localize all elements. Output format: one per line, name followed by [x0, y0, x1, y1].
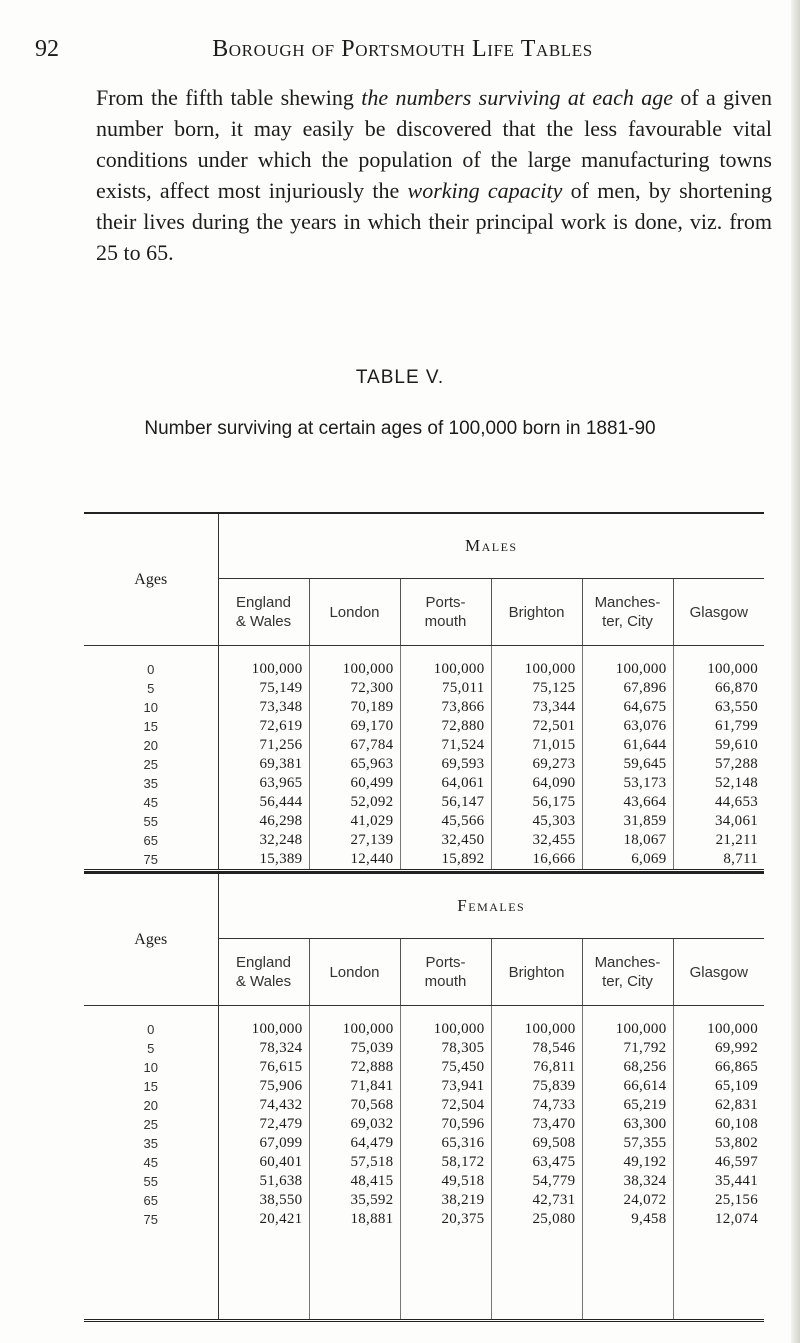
- value-cell: 56,175: [491, 793, 582, 812]
- column-header-line1: Brighton: [508, 603, 565, 621]
- value-cell: 70,596: [400, 1115, 491, 1134]
- value-cell: 67,099: [218, 1134, 309, 1153]
- value-cell: 65,219: [582, 1096, 673, 1115]
- value-cell: 45,566: [400, 812, 491, 831]
- value-cell: 60,499: [309, 774, 400, 793]
- value-cell: 15,389: [218, 850, 309, 869]
- value-cell: 51,638: [218, 1172, 309, 1191]
- value-cell: 46,597: [714, 1154, 759, 1170]
- value-cell: 35,441: [714, 1173, 759, 1189]
- value-cell: 61,644: [582, 736, 673, 755]
- value-cell: 73,866: [400, 698, 491, 717]
- value-cell: 100,000: [707, 1021, 759, 1037]
- value-cell: 72,880: [400, 717, 491, 736]
- table-title: TABLE V.: [355, 367, 445, 388]
- value-cell: 100,000: [707, 661, 759, 677]
- paragraph-emphasis-1: the numbers surviving at each age: [361, 85, 673, 110]
- value-cell: 66,865: [714, 1059, 759, 1075]
- paragraph-text-2: of a given number born, it may easily be discovered that the less favourable vital conditions under which the population of the large manufacturing towns exists, affect most injuriously the: [96, 85, 773, 203]
- value-cell: 56,444: [218, 793, 309, 812]
- males-column-header: [400, 579, 491, 646]
- value-cell: 64,479: [309, 1134, 400, 1153]
- value-cell: 75,125: [491, 679, 582, 698]
- age-cell: 15: [84, 717, 218, 736]
- females-table-row: [84, 1058, 764, 1077]
- table-subtitle: Number surviving at certain ages of 100,000 born in 1881-90: [144, 418, 656, 439]
- age-cell: 5: [84, 1039, 218, 1058]
- value-cell: 35,592: [309, 1191, 400, 1210]
- value-cell: 64,090: [491, 774, 582, 793]
- value-cell: 49,518: [400, 1172, 491, 1191]
- column-header-line1: Ports-: [425, 954, 466, 971]
- value-cell: 70,189: [309, 698, 400, 717]
- value-cell: 71,256: [218, 736, 309, 755]
- value-cell: 64,675: [582, 698, 673, 717]
- value-cell: 63,475: [491, 1153, 582, 1172]
- paragraph-emphasis-2: working capacity: [407, 178, 563, 203]
- age-cell: 20: [84, 1096, 218, 1115]
- males-table-row: [84, 679, 764, 698]
- value-cell: 76,615: [218, 1058, 309, 1077]
- column-header-line2: ter, City: [602, 613, 653, 630]
- value-cell: 52,148: [715, 775, 759, 791]
- value-cell: 18,881: [309, 1210, 400, 1229]
- age-cell: 10: [84, 698, 218, 717]
- value-cell: 34,061: [715, 813, 759, 829]
- value-cell: 71,015: [491, 736, 582, 755]
- value-cell: 68,256: [582, 1058, 673, 1077]
- value-cell: 75,011: [400, 679, 491, 698]
- females-column-header: [673, 939, 764, 1006]
- females-table-row: [84, 1077, 764, 1096]
- males-table-row: [84, 736, 764, 755]
- males-table-row: [84, 793, 764, 812]
- age-cell: 45: [84, 793, 218, 812]
- value-cell: 75,450: [400, 1058, 491, 1077]
- males-table-filler: [84, 869, 764, 871]
- age-cell: 55: [84, 1172, 218, 1191]
- value-cell: 67,896: [582, 679, 673, 698]
- value-cell: 32,450: [400, 831, 491, 850]
- value-cell: 16,666: [491, 850, 582, 869]
- value-cell: 69,593: [400, 755, 491, 774]
- value-cell: 73,470: [491, 1115, 582, 1134]
- value-cell: 25,080: [491, 1210, 582, 1229]
- value-cell: 66,614: [582, 1077, 673, 1096]
- value-cell: 57,518: [309, 1153, 400, 1172]
- value-cell: 12,440: [309, 850, 400, 869]
- value-cell: 49,192: [582, 1153, 673, 1172]
- value-cell: 100,000: [491, 1006, 582, 1040]
- age-cell: 35: [84, 774, 218, 793]
- females-table-row: [84, 1134, 764, 1153]
- value-cell: 63,550: [715, 699, 759, 715]
- value-cell: 69,992: [714, 1040, 759, 1056]
- females-table-row: [84, 1039, 764, 1058]
- value-cell: 74,432: [218, 1096, 309, 1115]
- value-cell: 100,000: [218, 646, 309, 680]
- value-cell: 44,653: [715, 794, 759, 810]
- column-header-line1: Manches-: [594, 954, 661, 971]
- value-cell: 75,149: [218, 679, 309, 698]
- males-table-row: [84, 646, 764, 680]
- column-header-line2: & Wales: [235, 973, 292, 990]
- age-cell: 75: [84, 850, 218, 869]
- value-cell: 21,211: [715, 832, 759, 848]
- females-column-header: [309, 939, 400, 1006]
- value-cell: 53,802: [714, 1135, 759, 1151]
- value-cell: 78,324: [218, 1039, 309, 1058]
- value-cell: 72,504: [400, 1096, 491, 1115]
- value-cell: 70,568: [309, 1096, 400, 1115]
- males-table-row: [84, 812, 764, 831]
- value-cell: 72,479: [218, 1115, 309, 1134]
- value-cell: 65,109: [714, 1078, 759, 1094]
- value-cell: 15,892: [400, 850, 491, 869]
- value-cell: 31,859: [582, 812, 673, 831]
- value-cell: 71,524: [400, 736, 491, 755]
- value-cell: 42,731: [491, 1191, 582, 1210]
- value-cell: 57,355: [582, 1134, 673, 1153]
- value-cell: 72,501: [491, 717, 582, 736]
- value-cell: 64,061: [400, 774, 491, 793]
- page-number: 92: [35, 36, 59, 62]
- column-header-line2: ter, City: [602, 973, 653, 990]
- value-cell: 25,156: [714, 1192, 759, 1208]
- value-cell: 72,619: [218, 717, 309, 736]
- age-cell: 0: [84, 646, 218, 680]
- females-column-header: [218, 939, 309, 1006]
- value-cell: 8,711: [723, 851, 759, 867]
- age-cell: 65: [84, 831, 218, 850]
- value-cell: 59,645: [582, 755, 673, 774]
- body-paragraph: [96, 82, 772, 268]
- page-header: [35, 36, 770, 70]
- paragraph-text-3: of men, by shortening their lives during the years in which their principal work is done, viz. from 25 to 65.: [96, 178, 772, 265]
- value-cell: 63,300: [582, 1115, 673, 1134]
- value-cell: 63,076: [582, 717, 673, 736]
- value-cell: 75,906: [218, 1077, 309, 1096]
- column-header-line1: London: [329, 963, 380, 981]
- column-header-line1: England: [235, 594, 292, 611]
- value-cell: 78,546: [491, 1039, 582, 1058]
- value-cell: 38,219: [400, 1191, 491, 1210]
- value-cell: 6,069: [582, 850, 673, 869]
- females-table-row: [84, 1210, 764, 1229]
- value-cell: 73,941: [400, 1077, 491, 1096]
- value-cell: 100,000: [218, 1006, 309, 1040]
- value-cell: 20,375: [400, 1210, 491, 1229]
- column-header-line1: Ports-: [425, 594, 466, 611]
- females-table: [84, 872, 764, 1322]
- males-column-header: [218, 579, 309, 646]
- value-cell: 69,381: [218, 755, 309, 774]
- age-cell: 25: [84, 755, 218, 774]
- females-column-header: [582, 939, 673, 1006]
- value-cell: 9,458: [582, 1210, 673, 1229]
- scan-edge: [791, 0, 800, 1343]
- males-table-row: [84, 850, 764, 869]
- value-cell: 69,508: [491, 1134, 582, 1153]
- value-cell: 100,000: [309, 1006, 400, 1040]
- column-header-line1: London: [329, 603, 380, 621]
- column-header-line1: England: [235, 954, 292, 971]
- value-cell: 69,273: [491, 755, 582, 774]
- column-header-line2: mouth: [424, 613, 467, 630]
- value-cell: 73,348: [218, 698, 309, 717]
- value-cell: 45,303: [491, 812, 582, 831]
- age-cell: 15: [84, 1077, 218, 1096]
- value-cell: 65,963: [309, 755, 400, 774]
- value-cell: 100,000: [309, 646, 400, 680]
- value-cell: 12,074: [714, 1211, 759, 1227]
- value-cell: 57,288: [715, 756, 759, 772]
- females-ages-header: Ages: [84, 873, 218, 1006]
- value-cell: 41,029: [309, 812, 400, 831]
- males-table-row: [84, 698, 764, 717]
- value-cell: 24,072: [582, 1191, 673, 1210]
- females-table-row: [84, 1153, 764, 1172]
- paragraph-text-1: From the fifth table shewing: [96, 85, 362, 110]
- value-cell: 73,344: [491, 698, 582, 717]
- value-cell: 66,870: [715, 680, 759, 696]
- value-cell: 72,300: [309, 679, 400, 698]
- value-cell: 100,000: [491, 646, 582, 680]
- value-cell: 52,092: [309, 793, 400, 812]
- column-header-line1: Glasgow: [689, 963, 748, 981]
- value-cell: 32,455: [491, 831, 582, 850]
- value-cell: 53,173: [582, 774, 673, 793]
- age-cell: 75: [84, 1210, 218, 1229]
- age-cell: 0: [84, 1006, 218, 1040]
- females-column-header: [491, 939, 582, 1006]
- age-cell: 65: [84, 1191, 218, 1210]
- value-cell: 27,139: [309, 831, 400, 850]
- value-cell: 43,664: [582, 793, 673, 812]
- value-cell: 100,000: [400, 1006, 491, 1040]
- value-cell: 67,784: [309, 736, 400, 755]
- value-cell: 100,000: [400, 646, 491, 680]
- females-table-row: [84, 1115, 764, 1134]
- value-cell: 71,792: [582, 1039, 673, 1058]
- females-group-header: Females: [218, 873, 764, 939]
- value-cell: 100,000: [582, 646, 673, 680]
- males-column-header: [582, 579, 673, 646]
- males-table-row: [84, 774, 764, 793]
- value-cell: 18,067: [582, 831, 673, 850]
- column-header-line1: Brighton: [508, 963, 565, 981]
- column-header-line1: Manches-: [594, 594, 661, 611]
- value-cell: 58,172: [400, 1153, 491, 1172]
- value-cell: 48,415: [309, 1172, 400, 1191]
- value-cell: 38,324: [582, 1172, 673, 1191]
- running-title: Borough of Portsmouth Life Tables: [212, 36, 593, 62]
- males-table: [84, 512, 764, 872]
- age-cell: 35: [84, 1134, 218, 1153]
- value-cell: 61,799: [715, 718, 759, 734]
- value-cell: 20,421: [218, 1210, 309, 1229]
- value-cell: 62,831: [714, 1097, 759, 1113]
- females-table-row: [84, 1096, 764, 1115]
- value-cell: 76,811: [491, 1058, 582, 1077]
- males-column-header: [673, 579, 764, 646]
- females-table-row: [84, 1006, 764, 1040]
- value-cell: 78,305: [400, 1039, 491, 1058]
- value-cell: 60,108: [714, 1116, 759, 1132]
- females-table-filler: [84, 1229, 764, 1321]
- females-table-row: [84, 1191, 764, 1210]
- value-cell: 32,248: [218, 831, 309, 850]
- value-cell: 72,888: [309, 1058, 400, 1077]
- value-cell: 69,032: [309, 1115, 400, 1134]
- value-cell: 60,401: [218, 1153, 309, 1172]
- age-cell: 10: [84, 1058, 218, 1077]
- value-cell: 74,733: [491, 1096, 582, 1115]
- age-cell: 20: [84, 736, 218, 755]
- value-cell: 54,779: [491, 1172, 582, 1191]
- age-cell: 55: [84, 812, 218, 831]
- females-column-header: [400, 939, 491, 1006]
- value-cell: 63,965: [218, 774, 309, 793]
- males-column-header: [309, 579, 400, 646]
- value-cell: 46,298: [218, 812, 309, 831]
- value-cell: 71,841: [309, 1077, 400, 1096]
- column-header-line2: & Wales: [235, 613, 292, 630]
- column-header-line1: Glasgow: [689, 603, 748, 621]
- males-table-row: [84, 831, 764, 850]
- value-cell: 69,170: [309, 717, 400, 736]
- value-cell: 65,316: [400, 1134, 491, 1153]
- males-column-header: [491, 579, 582, 646]
- age-cell: 5: [84, 679, 218, 698]
- value-cell: 75,039: [309, 1039, 400, 1058]
- males-ages-header: Ages: [84, 513, 218, 646]
- age-cell: 25: [84, 1115, 218, 1134]
- value-cell: 100,000: [582, 1006, 673, 1040]
- value-cell: 59,610: [715, 737, 759, 753]
- males-table-row: [84, 717, 764, 736]
- males-group-header: Males: [218, 513, 764, 579]
- females-table-row: [84, 1172, 764, 1191]
- value-cell: 75,839: [491, 1077, 582, 1096]
- value-cell: 56,147: [400, 793, 491, 812]
- males-table-row: [84, 755, 764, 774]
- value-cell: 38,550: [218, 1191, 309, 1210]
- age-cell: 45: [84, 1153, 218, 1172]
- column-header-line2: mouth: [424, 973, 467, 990]
